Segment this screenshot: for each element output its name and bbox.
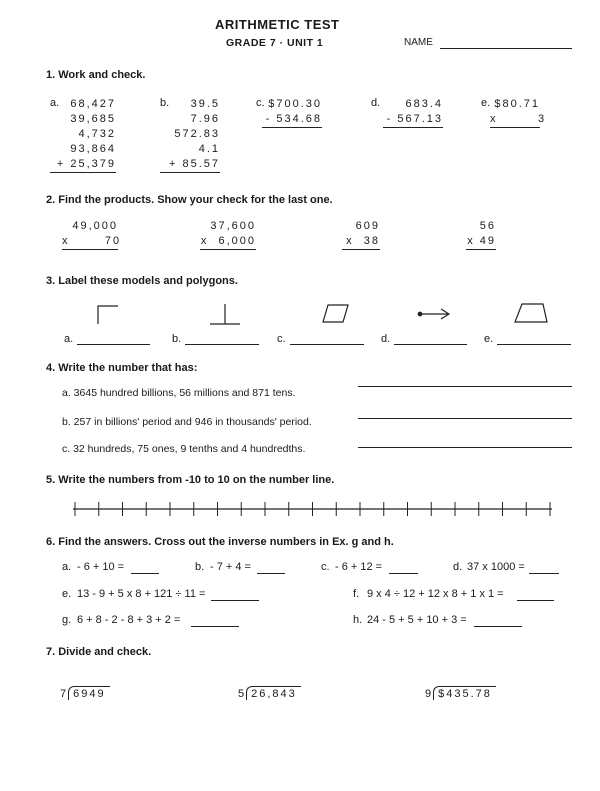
q7-divisor-3: 9 <box>425 688 434 700</box>
q7-problem-3 <box>425 684 496 702</box>
q7-problem-2 <box>238 684 301 702</box>
name-label: NAME <box>404 37 433 48</box>
q7-divisor-2: 5 <box>238 688 247 700</box>
q1d-problem: 683.4 - 567.13 <box>383 97 443 128</box>
q6a-label: a. <box>62 561 72 573</box>
q6e-expr: 13 - 9 + 5 x 8 + 121 ÷ 11 = <box>77 588 206 600</box>
q7-heading: 7. Divide and check. <box>46 646 152 658</box>
q1c-label: c. <box>256 97 265 109</box>
name-field[interactable] <box>440 48 572 49</box>
q6f-expr: 9 x 4 ÷ 12 + 12 x 8 + 1 x 1 = <box>367 588 504 600</box>
q6f-answer[interactable] <box>517 600 554 601</box>
ray-arrow-figure <box>418 309 449 319</box>
q3-label-a: a. <box>64 333 74 345</box>
q7-dividend-2: 26,843 <box>246 686 301 700</box>
ray-angle-figure <box>98 306 118 324</box>
q4-item-a: a. 3645 hundred billions, 56 millions and 871 tens. <box>62 387 296 399</box>
q6h-expr: 24 - 5 + 5 + 10 + 3 = <box>367 614 467 626</box>
q6h-answer[interactable] <box>474 626 522 627</box>
q4-answer-a[interactable] <box>358 386 572 387</box>
q7-problem-1 <box>60 684 110 702</box>
q1b-label: b. <box>160 97 170 109</box>
q4-answer-c[interactable] <box>358 447 572 448</box>
q6d-answer[interactable] <box>529 573 559 574</box>
q6b-label: b. <box>195 561 205 573</box>
q5-heading: 5. Write the numbers from -10 to 10 on the number line. <box>46 474 335 486</box>
q3-answer-b[interactable] <box>185 344 259 345</box>
q6a-expr: - 6 + 10 = <box>77 561 125 573</box>
q6c-label: c. <box>321 561 330 573</box>
q4-answer-b[interactable] <box>358 418 572 419</box>
q6c-expr: - 6 + 12 = <box>335 561 383 573</box>
q6c-answer[interactable] <box>389 573 418 574</box>
page-subtitle: GRADE 7 · UNIT 1 <box>226 37 324 49</box>
q1a-label: a. <box>50 97 60 109</box>
q6f-label: f. <box>353 588 360 600</box>
q2-heading: 2. Find the products. Show your check for the last one. <box>46 194 333 206</box>
q6h-label: h. <box>353 614 363 626</box>
q3-heading: 3. Label these models and polygons. <box>46 275 238 287</box>
q6b-expr: - 7 + 4 = <box>210 561 251 573</box>
q6b-answer[interactable] <box>257 573 285 574</box>
q3-label-d: d. <box>381 333 391 345</box>
q2-item-1: 49,000 x 70 <box>62 219 118 250</box>
q6g-expr: 6 + 8 - 2 - 8 + 3 + 2 = <box>77 614 181 626</box>
q1a-problem: 68,427 39,685 4,732 93,864 + 25,379 <box>50 97 116 173</box>
q6d-label: d. <box>453 561 463 573</box>
perpendicular-figure <box>210 304 240 324</box>
q6a-answer[interactable] <box>131 573 159 574</box>
number-line[interactable] <box>0 494 600 524</box>
q6-heading: 6. Find the answers. Cross out the inverse numbers in Ex. g and h. <box>46 536 394 548</box>
q1-heading: 1. Work and check. <box>46 69 146 81</box>
q3-label-c: c. <box>277 333 286 345</box>
q4-heading: 4. Write the number that has: <box>46 362 198 374</box>
q4-item-c: c. 32 hundreds, 75 ones, 9 tenths and 4 hundredths. <box>62 443 306 455</box>
q7-divisor-1: 7 <box>60 688 69 700</box>
q3-answer-d[interactable] <box>394 344 467 345</box>
q2-item-4: 56 x 49 <box>466 219 496 250</box>
q2-item-2: 37,600 x 6,000 <box>200 219 256 250</box>
q3-answer-a[interactable] <box>77 344 150 345</box>
q6e-label: e. <box>62 588 72 600</box>
q3-label-e: e. <box>484 333 494 345</box>
q6g-label: g. <box>62 614 72 626</box>
q3-answer-e[interactable] <box>497 344 571 345</box>
page-title: ARITHMETIC TEST <box>215 17 340 32</box>
q1c-problem: $700.30 - 534.68 <box>262 97 322 128</box>
q1e-label: e. <box>481 97 491 109</box>
q3-figures <box>0 296 600 336</box>
q6g-answer[interactable] <box>191 626 239 627</box>
q1b-problem: 39.5 7.96 572.83 4.1 + 85.57 <box>160 97 220 173</box>
q2-item-3: 609 x 38 <box>342 219 380 250</box>
q3-label-b: b. <box>172 333 182 345</box>
q1e-problem: $80.71 x 3 <box>490 97 540 128</box>
q6d-expr: 37 x 1000 = <box>467 561 525 573</box>
q1d-label: d. <box>371 97 381 109</box>
q7-dividend-3: $435.78 <box>433 686 496 700</box>
q7-dividend-1: 6949 <box>68 686 109 700</box>
q3-answer-c[interactable] <box>290 344 364 345</box>
q4-item-b: b. 257 in billions' period and 946 in thousands' period. <box>62 416 312 428</box>
q6e-answer[interactable] <box>211 600 259 601</box>
parallelogram-figure <box>323 305 348 322</box>
trapezoid-figure <box>515 304 547 322</box>
